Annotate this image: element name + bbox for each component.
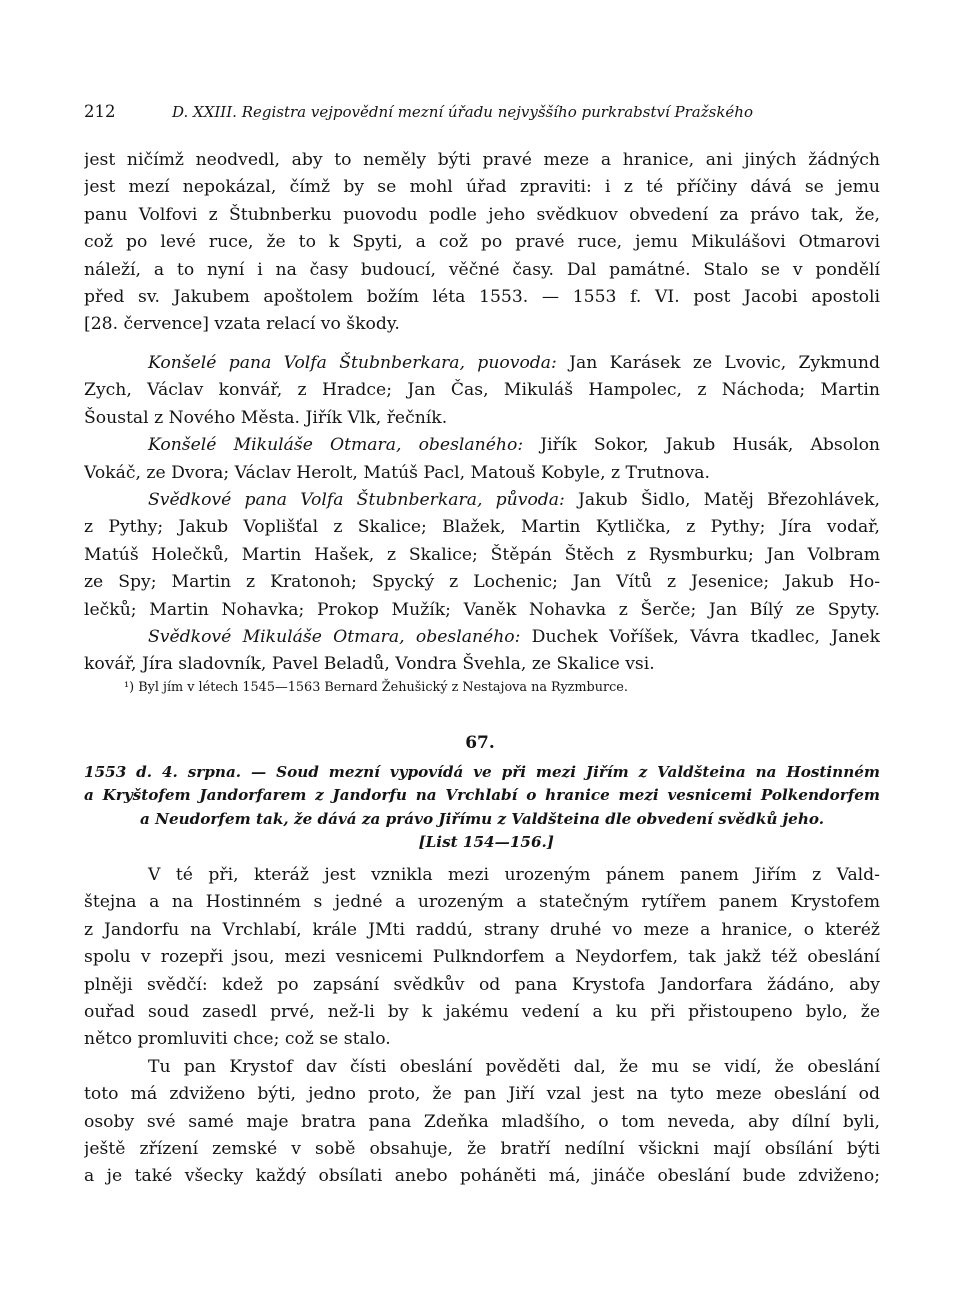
text-line: Matúš Holečků, Martin Hašek, z Skalice; Štěpán Štěch z Rysmburku; Jan Volbram bbox=[84, 544, 880, 565]
text-line: Šoustal z Nového Města. Jiřík Vlk, řečník. bbox=[84, 407, 448, 428]
text-line: štejna a na Hostinném s jedné a urozeným a statečným rytířem panem Krystofem bbox=[84, 892, 880, 913]
text-line: kovář, Jíra sladovník, Pavel Beladů, Vondra Švehla, ze Skalice vsi. bbox=[84, 654, 655, 675]
continued-text bbox=[84, 147, 880, 339]
regest-line: 1553 d. 4. srpna. — Soud mezní vypovídá ve při mezi Jiřím z Valdšteina na Hostinném bbox=[84, 763, 880, 781]
text-line: plněji svědčí: kdež po zapsání svědkův od pana Krystofa Jandorfara žádáno, aby bbox=[84, 974, 880, 995]
text-line: spolu v rozepři jsou, mezi vesnicemi Pulkndorfem a Neydorfem, tak jakž též obeslání bbox=[84, 947, 880, 968]
document-number: 67. bbox=[465, 733, 495, 753]
text-line: nětco promluviti chce; což se stalo. bbox=[84, 1029, 391, 1050]
text-line: a je také všecky každý obsílati anebo poháněti má, jináče obeslání bude zdviženo; bbox=[84, 1166, 880, 1187]
text-line: panu Volfovi z Štubnberku puovodu podle jeho svědkuov obvedení za právo tak, že, bbox=[84, 204, 880, 225]
text-line: ze Spy; Martin z Kratonoh; Spycký z Lochenic; Jan Vítů z Jesenice; Jakub Ho- bbox=[84, 572, 880, 593]
document-body bbox=[84, 862, 880, 1191]
group-first-line: Svědkové Mikuláše Otmara, obeslaného: Duchek Voříšek, Vávra tkadlec, Janek bbox=[148, 626, 880, 647]
text-line: náleží, a to nyní i na časy budoucí, věčné časy. Dal památné. Stalo se v pondělí bbox=[84, 259, 880, 280]
text-line: ještě zřízení zemské v sobě obsahuje, že bratří nedílní všicknі mají obsílání býti bbox=[84, 1138, 880, 1159]
footnote: ¹) Byl jím v létech 1545—1563 Bernard Žehušický z Nestajova na Ryzmburce. bbox=[124, 680, 628, 695]
group-first-line: Konšelé Mikuláše Otmara, obeslaného: Jiřík Sokor, Jakub Husák, Absolon bbox=[148, 435, 880, 456]
group-label: Svědkové pana Volfa Štubnberkara, původa: bbox=[148, 489, 565, 510]
text-line: V té při, kteráž jest vznikla mezi urozeným pánem panem Jiřím z Vald- bbox=[148, 865, 880, 885]
text-line: z Jandorfu na Vrchlabí, krále JMti raddú, strany druhé vo meze a hranice, o kteréž bbox=[84, 919, 880, 940]
regest bbox=[84, 761, 880, 855]
running-title: D. XXIII. Registra vejpovědní mezní úřadu nejvyššího purkrabství Pražského bbox=[172, 103, 753, 121]
text-line: jest ničímž neodvedl, aby to neměly býti pravé meze a hranice, ani jiných žádných bbox=[84, 150, 880, 170]
group-label: Konšelé pana Volfa Štubnberkara, puovoda: bbox=[148, 353, 557, 373]
page-number: 212 bbox=[84, 102, 116, 121]
text-line: z Pythy; Jakub Voplišťal z Skalice; Blažek, Martin Kytlička, z Pythy; Jíra vodař, bbox=[84, 517, 880, 538]
group-label: Konšelé Mikuláše Otmara, obeslaného: bbox=[148, 435, 524, 456]
text-line: jest mezí nepokázal, čímž by se mohl úřad zpraviti: i z té příčiny dává se jemu bbox=[84, 177, 880, 198]
regest-line: a Neudorfem tak, že dává za právo Jiřímu z Valdšteina dle obvedení svědků jeho. bbox=[139, 809, 825, 828]
text-line: toto má zdviženo býti, jedno proto, že pan Jiří vzal jest na tyto meze obeslání od bbox=[84, 1084, 880, 1105]
text-line: před sv. Jakubem apoštolem božím léta 1553. — 1553 f. VI. post Jacobi apostoli bbox=[84, 286, 880, 307]
running-header bbox=[84, 102, 884, 122]
text-line: ouřad soud zasedl prvé, než-li by k jakému vedení a ku při přistoupeno bylo, že bbox=[84, 1001, 880, 1022]
group-first-line: Konšelé pana Volfa Štubnberkara, puovoda: Jan Karásek ze Lvovic, Zykmund bbox=[148, 353, 880, 373]
witness-lists bbox=[84, 350, 880, 679]
text-line: osoby své samé maje bratra pana Zdeňka mladšího, o tom neveda, aby dílní byli, bbox=[84, 1111, 880, 1132]
regest-line: a Kryštofem Jandorfarem z Jandorfu na Vrchlabí o hranice mezi vesnicemi Polkendorfem bbox=[84, 786, 880, 805]
group-first-line: Svědkové pana Volfa Štubnberkara, původa: Jakub Šidlo, Matěj Březohlávek, bbox=[148, 489, 880, 510]
text-line: [28. července] vzata relací vo škody. bbox=[84, 314, 400, 335]
text-line: Zych, Václav konvář, z Hradce; Jan Čas, Mikuláš Hampolec, z Náchoda; Martin bbox=[84, 380, 880, 401]
text-line: lečků; Martin Nohavka; Prokop Mužík; Vaněk Nohavka z Šerče; Jan Bílý ze Spyty. bbox=[84, 599, 880, 620]
text-line: Tu pan Krystof dav čísti obeslání pověděti dal, že mu se vidí, že obeslání bbox=[148, 1056, 880, 1077]
regest-source: [List 154—156.] bbox=[418, 833, 554, 852]
text-line: což po levé ruce, že to k Spyti, a což po pravé ruce, jemu Mikulášovi Otmarovi bbox=[84, 232, 880, 253]
group-label: Svědkové Mikuláše Otmara, obeslaného: bbox=[148, 626, 521, 647]
text-line: Vokáč, ze Dvora; Václav Herolt, Matúš Pacl, Matouš Kobyle, z Trutnova. bbox=[84, 462, 711, 483]
